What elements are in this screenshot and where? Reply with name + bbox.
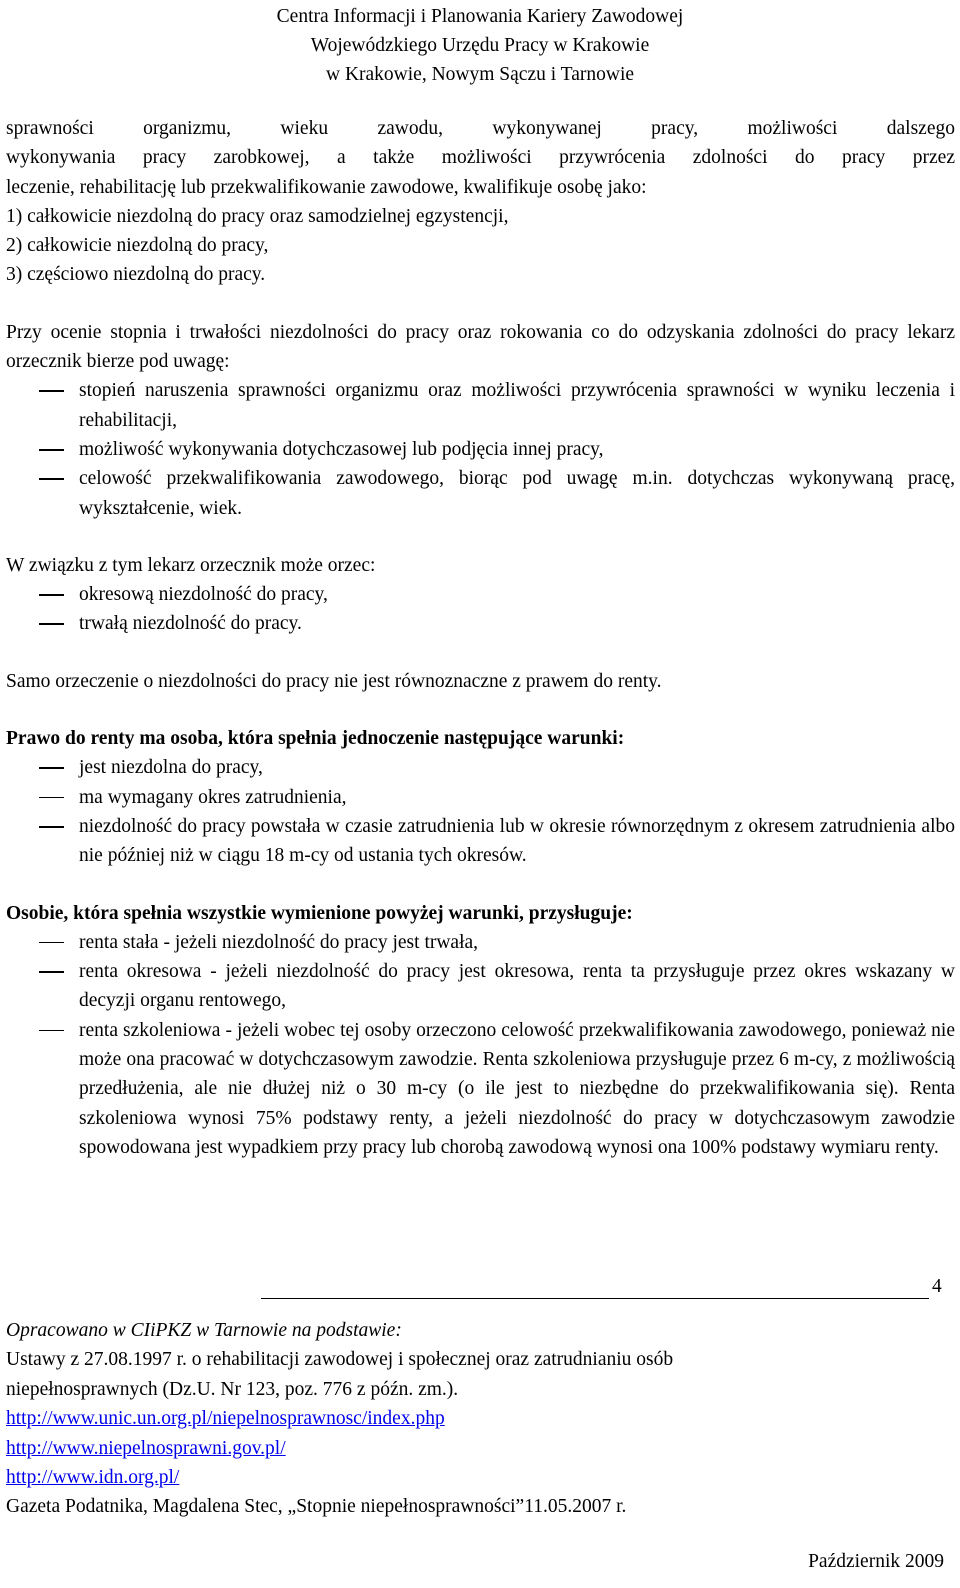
dash-bullet-icon	[39, 594, 64, 596]
list-item: 2) całkowicie niezdolną do pracy,	[6, 235, 269, 257]
source-line: Ustawy z 27.08.1997 r. o rehabilitacji zawodowej i społecznej oraz zatrudnianiu osób	[6, 1349, 674, 1371]
document-date: Październik 2009	[808, 1551, 944, 1572]
list-item: renta szkoleniowa - jeżeli wobec tej osoby orzeczono celowość przekwalifikowania zawodowego, ponieważ nie może ona pracować w dotychczasowym zawodzie. Renta szkoleniowa przysługuje przez 6 m-cy, z możliwością przedłużenia, ale nie dłużej niż o 30 m-cy (o ile jest to niezbędne do przekwalifikowania się). Renta szkoleniowa wynosi 75% podstawy renty, a jeżeli niezdolność do pracy w dotychczasowym zawodzie spowodowana jest wypadkiem przy pracy lub chorobą zawodową wynosi ona 100% podstawy wymiaru renty.	[6, 1016, 955, 1162]
source-link-niepelnosprawni[interactable]: http://www.niepelnosprawni.gov.pl/	[6, 1437, 286, 1459]
heading-pension-conditions: Prawo do renty ma osoba, która spełnia jednoczenie następujące warunki:	[6, 728, 625, 750]
header-line-2: Wojewódzkiego Urzędu Pracy w Krakowie	[310, 35, 650, 56]
list-item: celowość przekwalifikowania zawodowego, biorąc pod uwagę m.in. dotychczas wykonywaną pracę, wykształcenie, wiek.	[6, 464, 955, 523]
text-line: sprawności organizmu, wieku zawodu, wykonywanej pracy, możliwości dalszego	[6, 118, 955, 139]
source-link-idn[interactable]: http://www.idn.org.pl/	[6, 1467, 180, 1489]
assessment-criteria-list	[6, 376, 955, 522]
list-item: okresową niezdolność do pracy,	[6, 580, 955, 609]
list-item: renta okresowa - jeżeli niezdolność do pracy jest okresowa, renta ta przysługuje przez okres wskazany w decyzji organu rentowego,	[6, 957, 955, 1016]
list-item: renta stała - jeżeli niezdolność do pracy jest trwała,	[6, 928, 955, 957]
paragraph-classification	[6, 114, 955, 290]
dash-bullet-icon	[39, 449, 64, 451]
dash-bullet-icon	[39, 767, 64, 769]
entitlements-list	[6, 928, 955, 1162]
paragraph-ruling-note: Samo orzeczenie o niezdolności do pracy nie jest równoznaczne z prawem do renty.	[6, 670, 662, 692]
source-line: niepełnosprawnych (Dz.U. Nr 123, poz. 776 z późn. zm.).	[6, 1378, 459, 1400]
citation: Gazeta Podatnika, Magdalena Stec, „Stopnie niepełnosprawności”11.05.2007 r.	[6, 1496, 627, 1518]
dash-bullet-icon	[39, 1030, 64, 1032]
dash-bullet-icon	[39, 390, 64, 392]
source-link-unic[interactable]: http://www.unic.un.org.pl/niepelnosprawnosc/index.php	[6, 1408, 445, 1430]
page-number: 4	[932, 1276, 942, 1297]
header-line-1: Centra Informacji i Planowania Kariery Zawodowej	[276, 6, 684, 27]
dash-bullet-icon	[39, 942, 64, 944]
list-item: 3) częściowo niezdolną do pracy.	[6, 264, 266, 286]
paragraph-assessment-intro: Przy ocenie stopnia i trwałości niezdolności do pracy oraz rokowania co do odzyskania zdolności do pracy lekarz orzecznik bierze pod uwagę:	[6, 321, 955, 373]
list-item: niezdolność do pracy powstała w czasie zatrudnienia lub w okresie równorzędnym z okresem zatrudnienia albo nie później niż w ciągu 18 m-cy od ustania tych okresów.	[6, 812, 955, 871]
dash-bullet-icon	[39, 797, 64, 799]
dash-bullet-icon	[39, 971, 64, 973]
page-footer	[6, 1316, 946, 1522]
source-label: Opracowano w CIiPKZ w Tarnowie na podstawie:	[6, 1320, 402, 1341]
document-body	[6, 114, 955, 1162]
footer-divider	[261, 1298, 929, 1299]
text-line: wykonywania pracy zarobkowej, a także możliwości przywrócenia zdolności do pracy przez	[6, 147, 955, 169]
dash-bullet-icon	[39, 478, 64, 480]
ruling-list	[6, 580, 955, 639]
pension-conditions-list	[6, 753, 955, 870]
dash-bullet-icon	[39, 826, 64, 828]
list-item: trwałą niezdolność do pracy.	[6, 609, 955, 638]
list-item: możliwość wykonywania dotychczasowej lub podjęcia innej pracy,	[6, 435, 955, 464]
header-line-3: w Krakowie, Nowym Sączu i Tarnowie	[325, 64, 635, 85]
paragraph-ruling-intro: W związku z tym lekarz orzecznik może orzec:	[6, 554, 376, 576]
list-item: stopień naruszenia sprawności organizmu oraz możliwości przywrócenia sprawności w wyniku leczenia i rehabilitacji,	[6, 376, 955, 435]
dash-bullet-icon	[39, 623, 64, 625]
list-item: jest niezdolna do pracy,	[6, 753, 955, 782]
list-item: 1) całkowicie niezdolną do pracy oraz samodzielnej egzystencji,	[6, 205, 509, 227]
heading-entitlements: Osobie, która spełnia wszystkie wymienione powyżej warunki, przysługuje:	[6, 902, 633, 924]
page-header	[0, 2, 960, 89]
text-line: leczenie, rehabilitację lub przekwalifikowanie zawodowe, kwalifikuje osobę jako:	[6, 176, 647, 198]
list-item: ma wymagany okres zatrudnienia,	[6, 783, 955, 812]
